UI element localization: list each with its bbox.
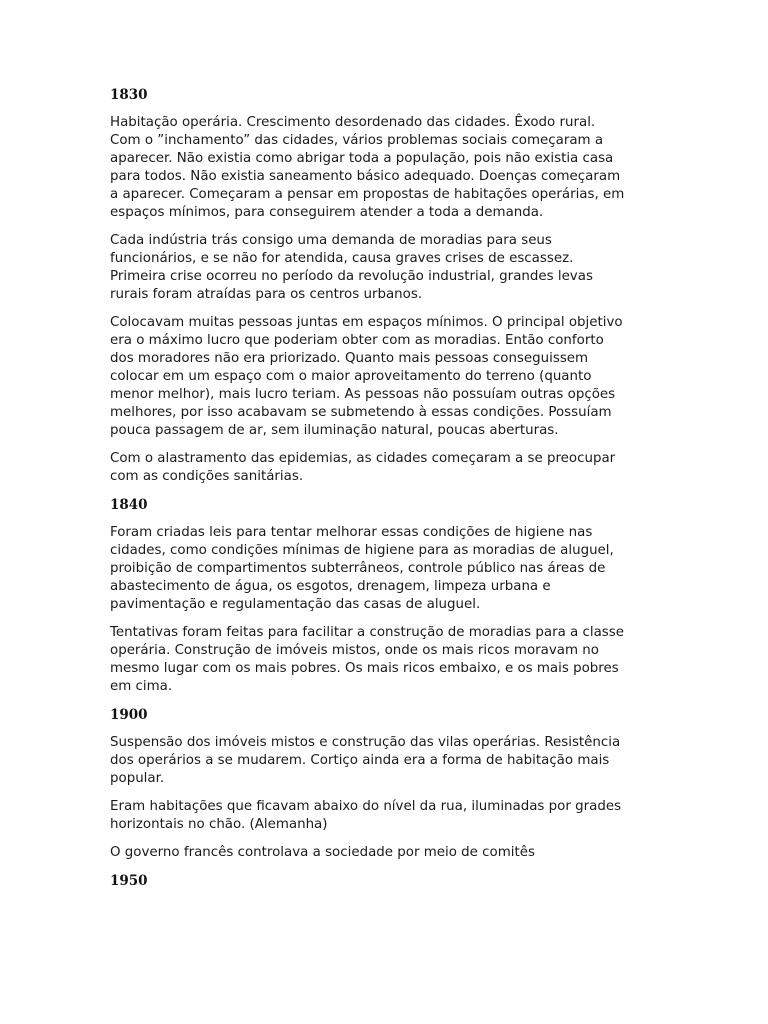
paragraph-line: Colocavam muitas pessoas juntas em espaços mínimos. O principal objetivo (110, 315, 623, 330)
body-paragraph (110, 314, 662, 440)
paragraph-line: com as condições sanitárias. (110, 469, 304, 484)
paragraph-line: rurais foram atraídas para os centros urbanos. (110, 287, 423, 302)
paragraph-line: menor melhor), mais lucro teriam. As pessoas não possuíam outras opções (110, 387, 616, 402)
paragraph-line: popular. (110, 771, 165, 786)
paragraph-line: a aparecer. Começaram a pensar em propostas de habitações operárias, em (110, 187, 625, 202)
paragraph-line: espaços mínimos, para conseguirem atender a toda a demanda. (110, 205, 544, 220)
paragraph-line: cidades, como condições mínimas de higiene para as moradias de aluguel, (110, 543, 614, 558)
paragraph-line: em cima. (110, 679, 173, 694)
paragraph-line: abastecimento de água, os esgotos, drenagem, limpeza urbana e (110, 579, 551, 594)
paragraph-line: melhores, por isso acabavam se submetendo à essas condições. Possuíam (110, 405, 612, 420)
paragraph-line: Suspensão dos imóveis mistos e construção das vilas operárias. Resistência (110, 735, 621, 750)
paragraph-line: era o máximo lucro que poderiam obter com as moradias. Então conforto (110, 333, 604, 348)
section-year-heading: 1830 (110, 87, 148, 103)
body-paragraph (110, 798, 662, 834)
paragraph-line: aparecer. Não existia como abrigar toda a população, pois não existia casa (110, 151, 614, 166)
paragraph-line: Habitação operária. Crescimento desordenado das cidades. Êxodo rural. (110, 115, 596, 130)
body-paragraph (110, 232, 662, 304)
body-paragraph (110, 450, 662, 486)
paragraph-line: Eram habitações que ficavam abaixo do nível da rua, iluminadas por grades (110, 799, 622, 814)
body-paragraph (110, 844, 662, 862)
paragraph-line: dos operários a se mudarem. Cortiço ainda era a forma de habitação mais (110, 753, 610, 768)
document-page (110, 86, 662, 900)
paragraph-line: Com o alastramento das epidemias, as cidades começaram a se preocupar (110, 451, 616, 466)
paragraph-line: mesmo lugar com os mais pobres. Os mais ricos embaixo, e os mais pobres (110, 661, 619, 676)
paragraph-line: operária. Construção de imóveis mistos, onde os mais ricos moravam no (110, 643, 599, 658)
paragraph-line: funcionários, e se não for atendida, causa graves crises de escassez. (110, 251, 574, 266)
paragraph-line: Foram criadas leis para tentar melhorar essas condições de higiene nas (110, 525, 593, 540)
paragraph-line: proibição de compartimentos subterrâneos, controle público nas áreas de (110, 561, 606, 576)
section-year-heading: 1900 (110, 707, 148, 723)
paragraph-line: Tentativas foram feitas para facilitar a construção de moradias para a classe (110, 625, 624, 640)
body-paragraph (110, 734, 662, 788)
paragraph-line: pouca passagem de ar, sem iluminação natural, poucas aberturas. (110, 423, 559, 438)
paragraph-line: horizontais no chão. (Alemanha) (110, 817, 328, 832)
paragraph-line: dos moradores não era priorizado. Quanto mais pessoas conseguissem (110, 351, 589, 366)
paragraph-line: Cada indústria trás consigo uma demanda de moradias para seus (110, 233, 552, 248)
paragraph-line: O governo francês controlava a sociedade por meio de comitês (110, 845, 535, 860)
body-paragraph (110, 114, 662, 222)
paragraph-line: Primeira crise ocorreu no período da revolução industrial, grandes levas (110, 269, 593, 284)
paragraph-line: para todos. Não existia saneamento básico adequado. Doenças começaram (110, 169, 621, 184)
body-paragraph (110, 624, 662, 696)
paragraph-line: pavimentação e regulamentação das casas de aluguel. (110, 597, 481, 612)
paragraph-line: Com o ”inchamento” das cidades, vários problemas sociais começaram a (110, 133, 604, 148)
body-paragraph (110, 524, 662, 614)
section-year-heading: 1950 (110, 873, 148, 889)
paragraph-line: colocar em um espaço com o maior aproveitamento do terreno (quanto (110, 369, 592, 384)
section-year-heading: 1840 (110, 497, 148, 513)
